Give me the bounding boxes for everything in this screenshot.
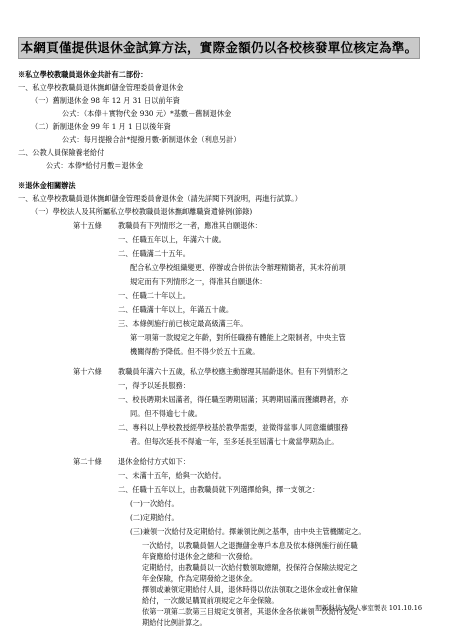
art20-line: (二)定期給付。 (130, 513, 179, 522)
art15-line: 規定而有下列情形之一，得准其自願退休： (130, 277, 267, 286)
art20-line: 年金保險，作為定期發給之退休金。 (142, 574, 258, 583)
article-16-label: 第十六條 (73, 367, 102, 376)
art20-line: (三)兼領一次給付及定期給付。擇兼領比例之基準，由中央主管機關定之。 (130, 527, 366, 536)
art20-line: 二、任職十五年以上，由教職員就下列選擇給與，擇一支領之： (118, 485, 320, 494)
art15-line: 三、本條例施行前已核定最高級滿三年。 (118, 319, 248, 328)
art20-line: (一)一次給付。 (130, 499, 179, 508)
s1-formula: 公式：（本俸＋實物代金 930 元）*基數－舊制退休金 (62, 109, 232, 118)
art16-line: 二、專科以上學校教授經學校基於教學需要，並徵得當事人同意繼續服務 (118, 423, 349, 432)
art20-line: 一、未滿十五年，給與一次給付。 (118, 471, 226, 480)
art15-line: 一、任職五年以上，年滿六十歲。 (118, 235, 226, 244)
art20-line: 退休金給付方式如下： (118, 457, 190, 466)
section2-title: ※退休金相關辦法 (18, 181, 76, 190)
s1-formula: 公式：每月提撥合計*提撥月數-新制退休金（利息另計） (62, 135, 241, 144)
art15-line: 教職員有下列情形之一者，應准其自願退休： (118, 221, 262, 230)
section1-title: ※私立學校教職員退休金共計有二部份： (18, 70, 148, 79)
art16-line: 同。但不得逾七十歲。 (130, 409, 202, 418)
s2-intro: （一）學校法人及其所屬私立學校教職員退休撫卹離職資遣條例(節錄) (31, 207, 253, 216)
footer-credit: 明新科技大學人事室製表 101.10.16 (315, 604, 422, 612)
art20-line: 期給付比例計算之。 (142, 618, 207, 627)
art15-line: 一、任職二十年以上。 (118, 291, 190, 300)
art20-line: 年資應給付退休金之總和一次發給。 (142, 552, 258, 561)
s1-line: 一、私立學校教職員退休撫卹儲金管理委員會退休金 (18, 83, 184, 92)
art15-line: 第一項第一款規定之年齡，對所任職務有體能上之限制者，中央主管 (130, 333, 346, 342)
art20-line: 給付，一次繳足購買前項規定之年金保險。 (142, 596, 279, 605)
art15-line: 機關得酌予降低。但不得少於五十五歲。 (130, 347, 260, 356)
art20-line: 依第一項第二款第三目規定支領者，其退休金各依兼領一次給付及定 (142, 607, 358, 616)
art16-line: 一，得予以延長服務： (118, 381, 190, 390)
art15-line: 二、任職滿十年以上，年滿五十歲。 (118, 305, 234, 314)
art15-line: 配合私立學校組織變更、停辦或合併依法令辦理精簡者，其未符前項 (130, 263, 346, 272)
art16-line: 者。但每次延長不得逾一年，至多延長至屆滿七十歲當學期為止。 (130, 437, 339, 446)
s2-intro: 一、私立學校教職員退休撫卹儲金管理委員會退休金（請先詳閱下列說明，再進行試算。） (18, 194, 302, 203)
s1-line: （一）舊制退休金 98 年 12 月 31 日以前年資 (31, 96, 180, 105)
article-15-label: 第十五條 (73, 221, 102, 230)
s1-line: （二）新制退休金 99 年 1 月 1 日以後年資 (31, 122, 171, 131)
art16-line: 一、校長聘期未屆滿者，得任職至聘期屆滿；其聘期屆滿而獲續聘者，亦 (118, 395, 349, 404)
article-20-label: 第二十條 (73, 457, 102, 466)
notice-banner: 本網頁僅提供退休金試算方法，實際金額仍以各校核發單位核定為準。 (18, 37, 420, 59)
art20-line: 擇領或兼領定期給付人員，退休時得以依法領取之退休金或社會保險 (142, 585, 358, 594)
art15-line: 二、任職滿二十五年。 (118, 249, 190, 258)
s1-formula: 公式：本俸*給付月數＝退休金 (46, 161, 144, 170)
art20-line: 一次給付，以教職員個人之退撫儲金專戶本息及依本條例施行前任職 (142, 541, 358, 550)
s1-line: 二、公教人員保險養老給付 (18, 148, 105, 157)
art20-line: 定期給付，由教職員以一次給付數領取總額，投保符合保險法規定之 (142, 563, 358, 572)
art16-line: 教職員年滿六十五歲，私立學校應主動辦理其屆齡退休。但有下列情形之 (118, 367, 349, 376)
